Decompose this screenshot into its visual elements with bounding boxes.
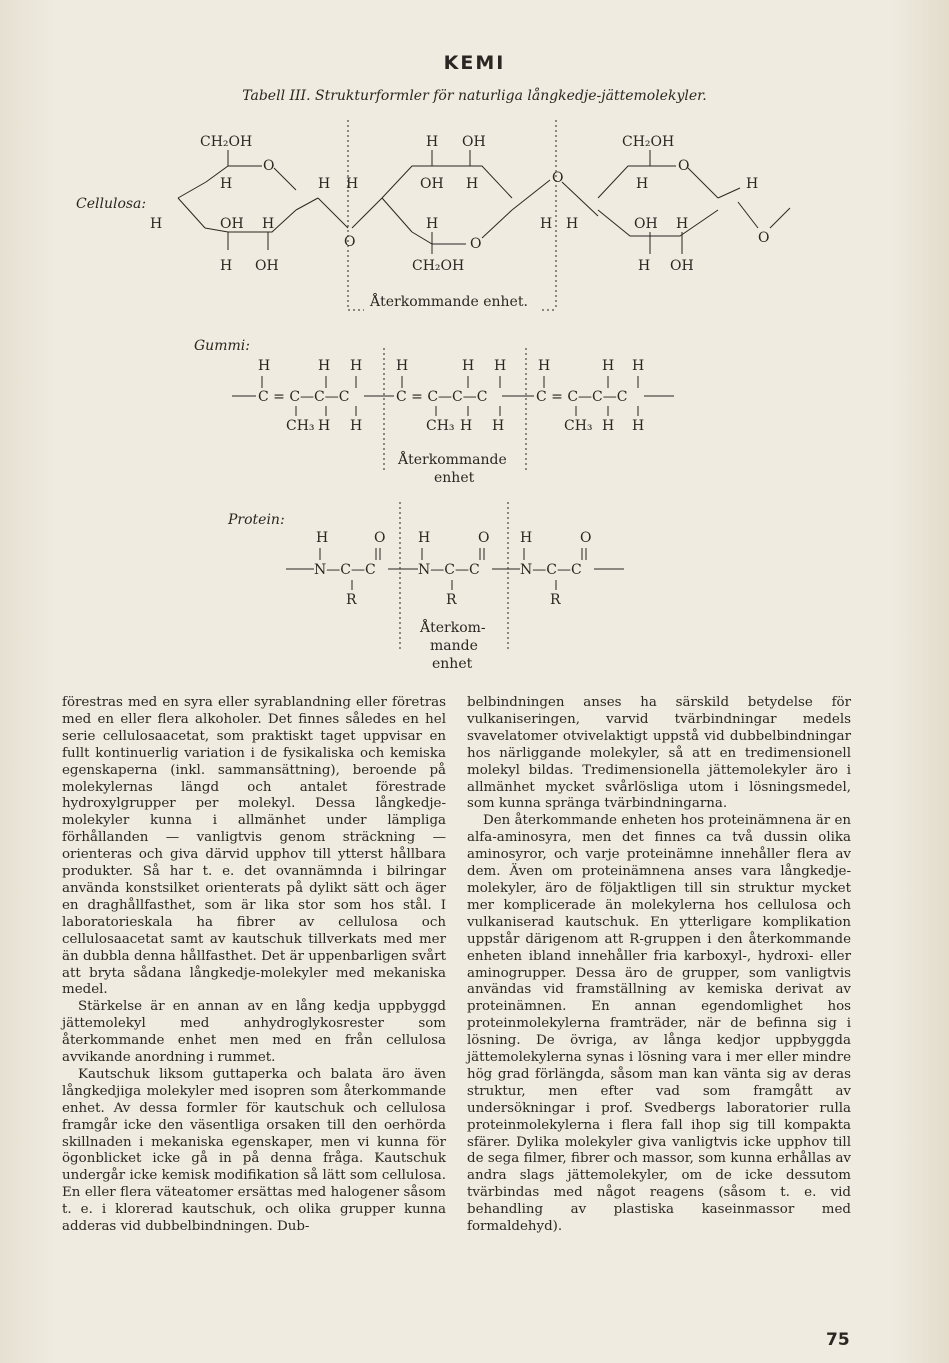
svg-text:H: H bbox=[466, 176, 479, 192]
cellulose-formula bbox=[76, 120, 790, 310]
svg-text:O: O bbox=[470, 236, 482, 252]
rubber-label: Gummi: bbox=[194, 338, 250, 354]
protein-label: Protein: bbox=[228, 512, 285, 528]
svg-text:R: R bbox=[446, 592, 457, 608]
svg-text:H: H bbox=[602, 418, 615, 434]
page-number: 75 bbox=[826, 1330, 850, 1350]
svg-text:H: H bbox=[636, 176, 649, 192]
left-paragraph-2: Stärkelse är en annan av en lång kedja uppbyggd jättemolekyl med anhydroglykosrester som återkommande enhet men med en från cellulosa avvikande anordning i rummet. bbox=[62, 999, 446, 1066]
svg-text:H: H bbox=[460, 418, 473, 434]
svg-text:H: H bbox=[632, 358, 645, 374]
svg-text:CH₃: CH₃ bbox=[286, 418, 315, 434]
svg-text:H: H bbox=[258, 358, 271, 374]
cellulose-label: Cellulosa: bbox=[76, 196, 147, 212]
svg-text:R: R bbox=[550, 592, 561, 608]
protein-recurring-label-2: mande bbox=[430, 638, 478, 654]
svg-text:H: H bbox=[316, 530, 329, 546]
svg-text:H: H bbox=[318, 418, 331, 434]
svg-text:H: H bbox=[262, 216, 275, 232]
page-header: KEMI bbox=[443, 52, 506, 74]
svg-text:OH: OH bbox=[670, 258, 694, 274]
rubber-chain-3: C = C—C—C bbox=[536, 389, 628, 405]
protein-recurring-label-3: enhet bbox=[432, 656, 473, 672]
svg-text:OH: OH bbox=[420, 176, 444, 192]
rubber-recurring-label-1: Återkommande bbox=[398, 452, 507, 468]
svg-text:H: H bbox=[396, 358, 409, 374]
protein-recurring-label-1: Återkom- bbox=[420, 620, 486, 636]
svg-text:H: H bbox=[602, 358, 615, 374]
svg-text:OH: OH bbox=[220, 216, 244, 232]
rubber-recurring-label-2: enhet bbox=[434, 470, 475, 486]
rubber-chain-1: C = C—C—C bbox=[258, 389, 350, 405]
right-paragraph-1: belbindningen anses ha särskild betydelse för vulkaniseringen, varvid tvärbindningar medels svavelatomer otvivelaktigt uppstå vid dubbelbindningar hos närliggande molekyler, så att en tredimensionell molekyl bildas. Tredimensionella jättemolekyler äro i allmänhet mycket svårlösliga utom i lösningsmedel, som kunna spränga tvärbindningarna. bbox=[467, 695, 851, 812]
svg-text:O: O bbox=[580, 530, 592, 546]
svg-text:O: O bbox=[263, 158, 275, 174]
protein-formula bbox=[227, 502, 624, 672]
svg-text:O: O bbox=[758, 230, 770, 246]
svg-text:H: H bbox=[520, 530, 533, 546]
svg-text:OH: OH bbox=[255, 258, 279, 274]
protein-chain-3: N—C—C bbox=[520, 562, 582, 578]
svg-text:H: H bbox=[350, 358, 363, 374]
svg-text:CH₂OH: CH₂OH bbox=[412, 258, 465, 274]
svg-text:O: O bbox=[552, 170, 564, 186]
svg-text:CH₃: CH₃ bbox=[564, 418, 593, 434]
svg-text:H: H bbox=[462, 358, 475, 374]
table-caption: Tabell III. Strukturformler för naturliga långkedje-jättemolekyler. bbox=[242, 88, 707, 104]
svg-text:H: H bbox=[676, 216, 689, 232]
rubber-formula bbox=[194, 338, 674, 486]
svg-text:H: H bbox=[346, 176, 359, 192]
svg-text:H: H bbox=[220, 176, 233, 192]
svg-text:H: H bbox=[426, 216, 439, 232]
svg-text:H: H bbox=[746, 176, 759, 192]
svg-text:O: O bbox=[374, 530, 386, 546]
svg-text:H: H bbox=[418, 530, 431, 546]
right-paragraph-2: Den återkommande enheten hos proteinämnena är en alfa-aminosyra, men det finnes ca två dussin olika aminosyror, och varje proteinämne innehåller flera av dem. Även om proteinämnena anses vara långkedje-molekyler, äro de följaktligen till sin struktur mycket mer komplicerade än molekylerna hos cellulosa och vulkaniserad kautschuk. En ytterligare komplikation uppstår därigenom att R-gruppen i den återkommande enheten ibland innehåller fria karboxyl-, hydroxi- eller aminogrupper. Dessa äro de grupper, som vanligtvis användas vid framställning av kemiska derivat av proteinämnen. En annan egendomlighet hos proteinmolekylerna framträder, när de befinna sig i lösning. De övriga, av långa kedjor uppbyggda jättemolekylerna synas i lösning vara i mer eller mindre hög grad förlängda, såsom man kan vänta sig av deras struktur, men efter vad som framgått av undersökningar i prof. Svedbergs laboratorier rulla proteinmolekylerna i flera fall ihop sig till kompakta sfärer. Dylika molekyler giva vanligtvis icke upphov till de sega filmer, fibrer och massor, som kunna erhållas av andra slags jättemolekyler, om de icke dessutom tvärbindas med något reagens (såsom t. e. vid behandling av plastiska kaseinmassor med formaldehyd). bbox=[467, 813, 851, 1235]
svg-text:H: H bbox=[540, 216, 553, 232]
left-paragraph-3: Kautschuk liksom guttaperka och balata äro även långkedjiga molekyler med isopren som återkommande enhet. Av dessa formler för kautschuk och cellulosa framgår icke den väsentliga orsaken till den oerhörda skillnaden i mekaniska egenskaper, men vi kunna för ögonblicket icke gå in på denna fråga. Kautschuk undergår icke kemisk modifikation så lätt som cellulosa. En eller flera väteatomer ersättas med halogener såsom t. e. i klorerad kautschuk, och olika grupper kunna adderas vid dubbelbindningen. Dub- bbox=[62, 1066, 446, 1235]
protein-chain-1: N—C—C bbox=[314, 562, 376, 578]
svg-text:OH: OH bbox=[462, 134, 486, 150]
protein-chain-2: N—C—C bbox=[418, 562, 480, 578]
cellulose-recurring-label: Återkommande enhet. bbox=[370, 294, 528, 310]
svg-text:H: H bbox=[426, 134, 439, 150]
svg-text:H: H bbox=[350, 418, 363, 434]
svg-text:H: H bbox=[492, 418, 505, 434]
svg-text:H: H bbox=[566, 216, 579, 232]
svg-text:H: H bbox=[150, 216, 163, 232]
structural-formulas-figure bbox=[0, 110, 949, 675]
svg-text:H: H bbox=[632, 418, 645, 434]
svg-text:H: H bbox=[318, 176, 331, 192]
rubber-chain-2: C = C—C—C bbox=[396, 389, 488, 405]
svg-text:H: H bbox=[318, 358, 331, 374]
svg-text:CH₂OH: CH₂OH bbox=[622, 134, 675, 150]
svg-text:H: H bbox=[538, 358, 551, 374]
svg-text:H: H bbox=[494, 358, 507, 374]
right-text-column bbox=[467, 695, 851, 1236]
svg-text:CH₃: CH₃ bbox=[426, 418, 455, 434]
left-text-column bbox=[62, 695, 446, 1236]
cellulose-ch2oh-1: CH₂OH bbox=[200, 134, 253, 150]
svg-text:H: H bbox=[220, 258, 233, 274]
left-paragraph-1: förestras med en syra eller syrablandning eller företras med en eller flera alkoholer. Det finnes således en hel serie cellulosaacetat, som praktiskt taget uppvisar en fullt kontinuerlig variation i de fysikaliska och kemiska egenskaperna (inkl. sammansättning), beroende på molekylernas längd och antalet förestrade hydroxylgrupper per molekyl. Dessa långkedje-molekyler kunna i allmänhet under lämpliga förhållanden — vanligtvis genom sträckning — orienteras och giva därvid upphov till ytterst hållbara produkter. Så har t. e. det ovannämnda i bilringar använda konstsilket orienterats på dylikt sätt och äger en draghållfasthet, som är lika stor som hos stål. I laboratorieskala ha fibrer av cellulosa och cellulosaacetat samt av kautschuk tillverkats med mer än dubbla denna hållfasthet. Det är uppenbarligen svårt att bryta sådana långkedje-molekyler med mekaniska medel. bbox=[62, 695, 446, 998]
svg-text:H: H bbox=[638, 258, 651, 274]
svg-text:O: O bbox=[678, 158, 690, 174]
svg-text:O: O bbox=[478, 530, 490, 546]
svg-text:OH: OH bbox=[634, 216, 658, 232]
svg-text:R: R bbox=[346, 592, 357, 608]
svg-text:O: O bbox=[344, 234, 356, 250]
